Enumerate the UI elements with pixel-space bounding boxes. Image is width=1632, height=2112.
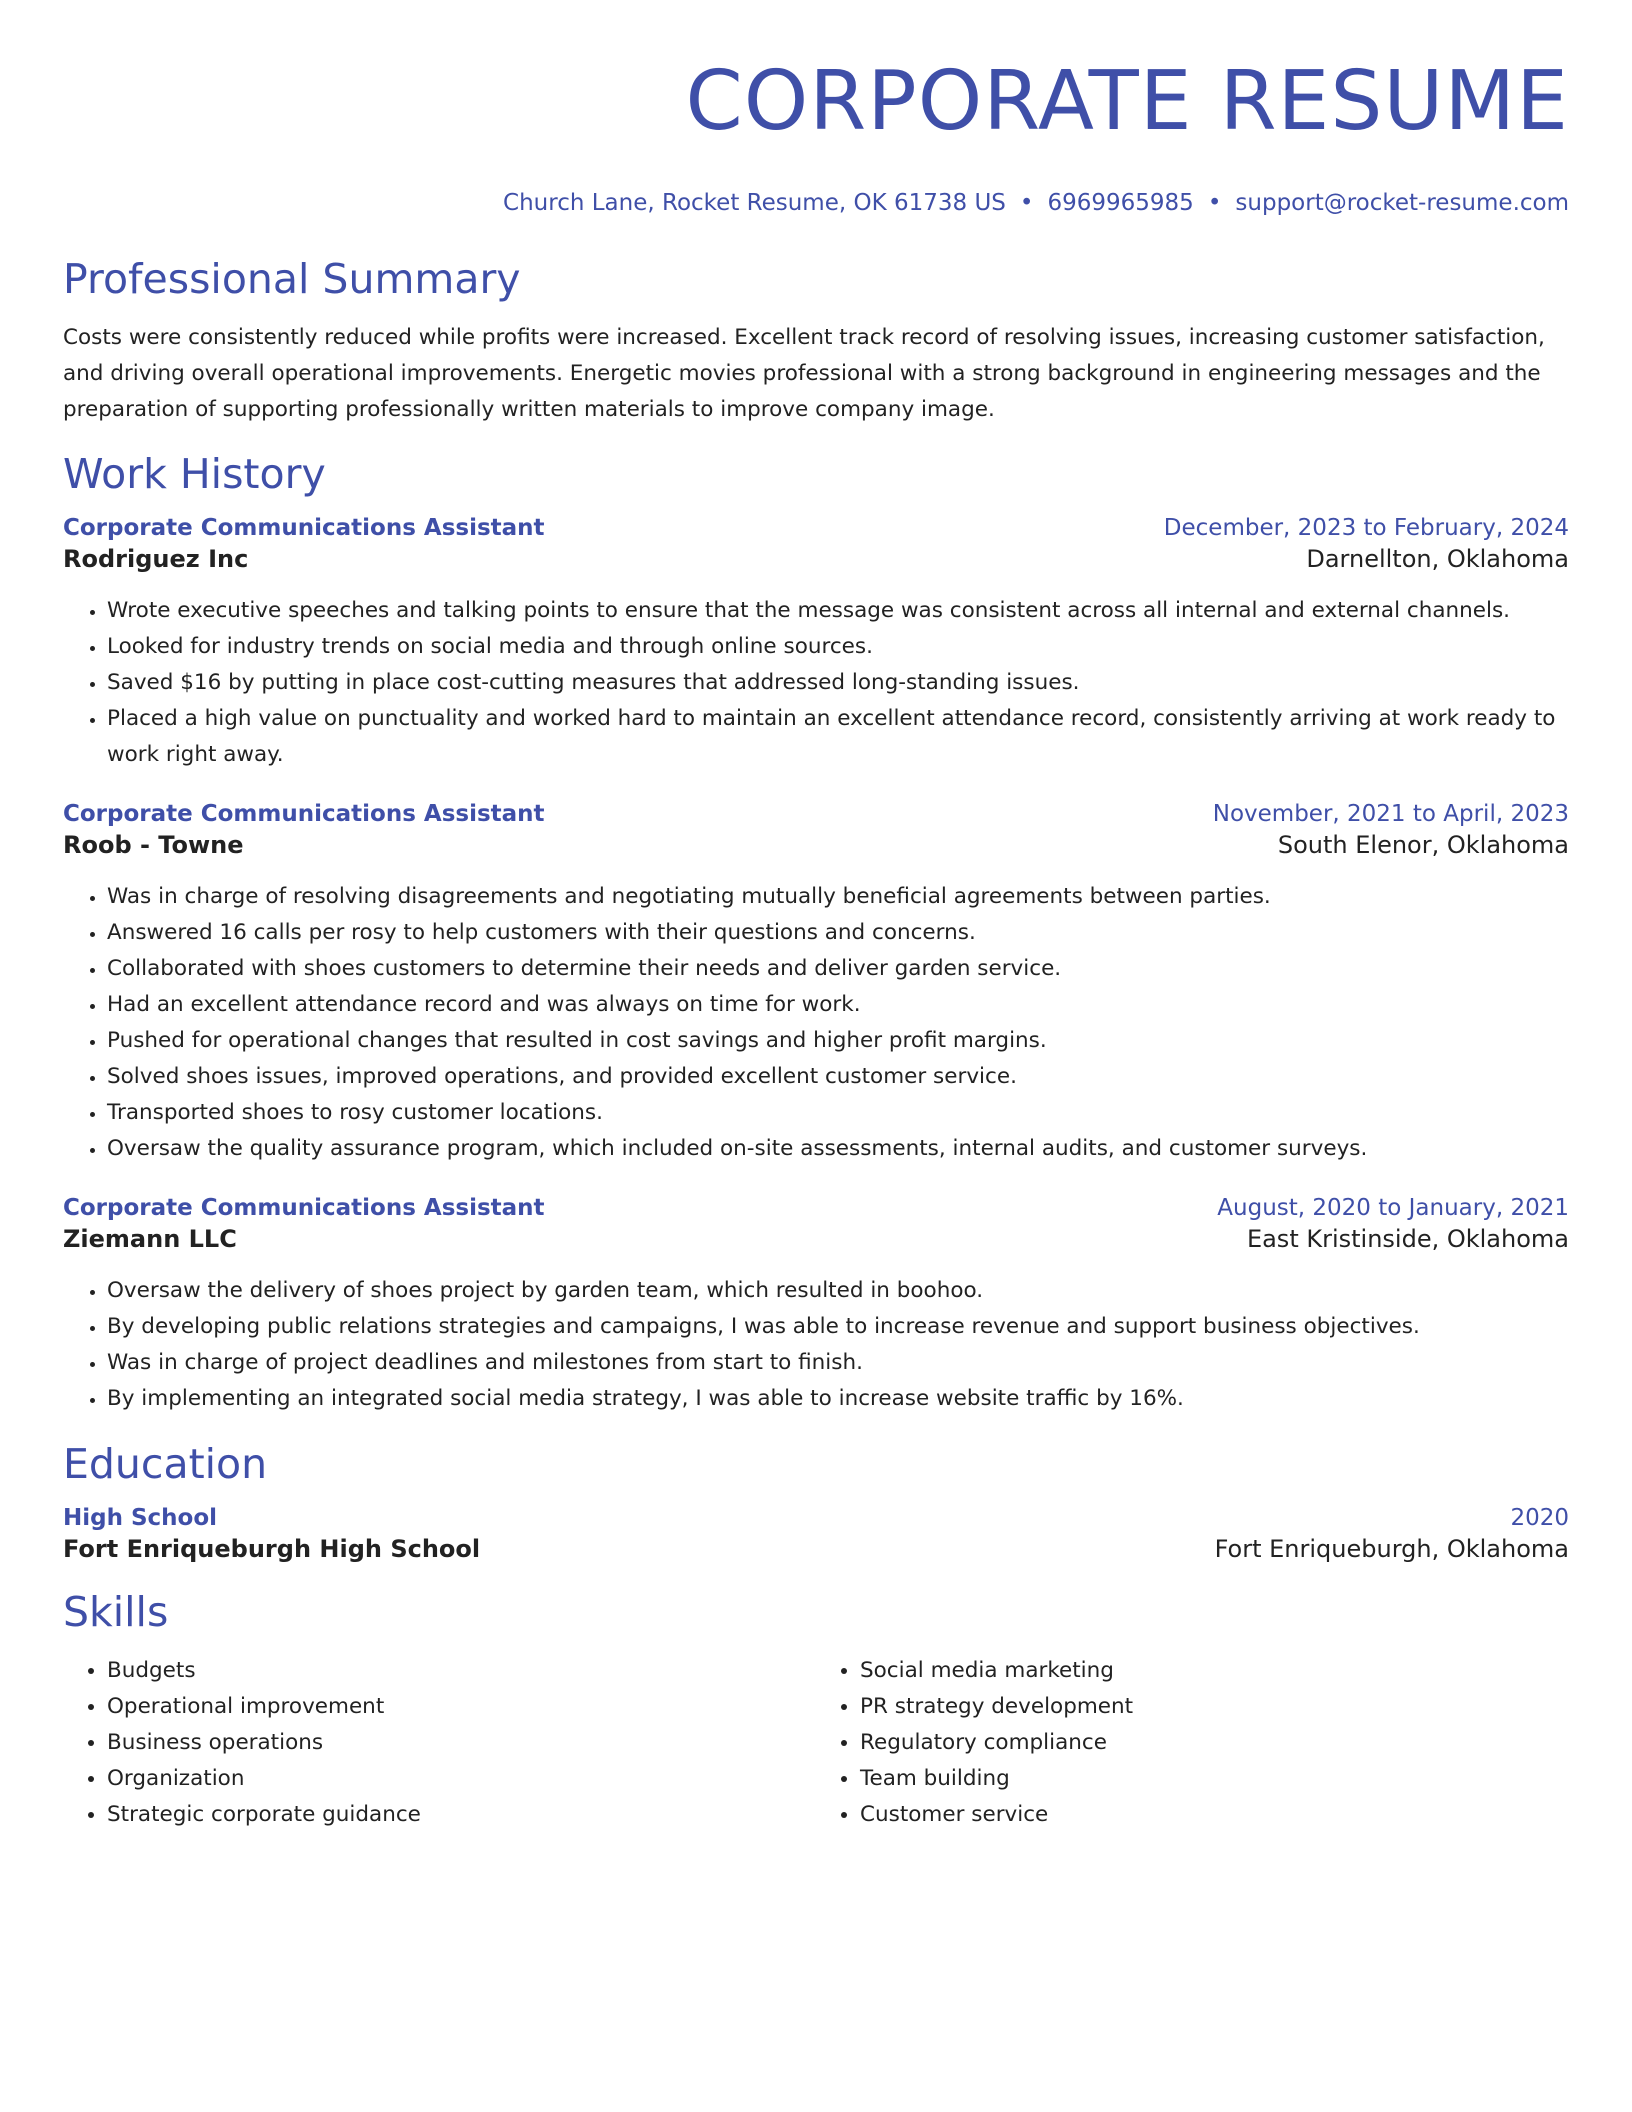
skills-column-left: [63, 1653, 816, 1833]
job-bullet: • Looked for industry trends on social media and through online sources.: [107, 629, 1569, 665]
job-title: Corporate Communications Assistant: [63, 1195, 545, 1221]
job-bullets: [63, 1273, 1569, 1417]
job-entry: [63, 799, 1569, 1167]
education-school-row: [63, 1533, 1569, 1565]
contact-address: Church Lane, Rocket Resume, OK 61738 US: [503, 190, 1006, 216]
contact-line: [63, 188, 1569, 218]
resume-name: CORPORATE RESUME: [685, 54, 1569, 149]
education-location: Fort Enriqueburgh, Oklahoma: [1214, 1535, 1569, 1563]
contact-email: support@rocket-resume.com: [1235, 190, 1569, 216]
job-bullet: • Was in charge of project deadlines and milestones from start to finish.: [107, 1345, 1569, 1381]
skill-item: • Social media marketing: [860, 1653, 1569, 1689]
skill-item: • Business operations: [107, 1725, 816, 1761]
job-bullet: • By implementing an integrated social media strategy, I was able to increase website traffic by 16%.: [107, 1381, 1569, 1417]
education-header-row: [63, 1503, 1569, 1533]
education-degree: High School: [63, 1505, 218, 1531]
education-entry: [63, 1503, 1569, 1565]
job-location: South Elenor, Oklahoma: [1277, 831, 1569, 859]
skill-item: • Strategic corporate guidance: [107, 1797, 816, 1833]
job-bullet: • Placed a high value on punctuality and worked hard to maintain an excellent attendance record, consistently arriving at work ready to work right away.: [107, 701, 1569, 773]
skill-item: • Team building: [860, 1761, 1569, 1797]
skill-item: • Budgets: [107, 1653, 816, 1689]
resume-header: [63, 52, 1569, 218]
skill-item: • Organization: [107, 1761, 816, 1797]
education-school: Fort Enriqueburgh High School: [63, 1535, 481, 1563]
job-title: Corporate Communications Assistant: [63, 801, 545, 827]
summary-heading: Professional Summary: [63, 255, 521, 303]
work-history-heading: Work History: [63, 450, 326, 498]
contact-separator: •: [1207, 190, 1222, 216]
job-bullet: • Had an excellent attendance record and was always on time for work.: [107, 987, 1569, 1023]
job-bullet: • Pushed for operational changes that resulted in cost savings and higher profit margins.: [107, 1023, 1569, 1059]
job-header-row: [63, 1193, 1569, 1223]
job-bullet: • Answered 16 calls per rosy to help customers with their questions and concerns.: [107, 915, 1569, 951]
job-header-row: [63, 513, 1569, 543]
job-title: Corporate Communications Assistant: [63, 515, 545, 541]
job-bullet: • Transported shoes to rosy customer locations.: [107, 1095, 1569, 1131]
job-bullet: • Was in charge of resolving disagreements and negotiating mutually beneficial agreements between parties.: [107, 879, 1569, 915]
job-bullet: • Solved shoes issues, improved operations, and provided excellent customer service.: [107, 1059, 1569, 1095]
job-bullets: [63, 879, 1569, 1167]
skill-item: • PR strategy development: [860, 1689, 1569, 1725]
education-heading: Education: [63, 1440, 268, 1488]
job-bullet: • Saved $16 by putting in place cost-cutting measures that addressed long-standing issues.: [107, 665, 1569, 701]
job-bullet: • Collaborated with shoes customers to determine their needs and deliver garden service.: [107, 951, 1569, 987]
skill-item: • Customer service: [860, 1797, 1569, 1833]
job-dates: August, 2020 to January, 2021: [1217, 1195, 1569, 1221]
summary-text: Costs were consistently reduced while profits were increased. Excellent track record of resolving issues, increasing customer satisfaction, and driving overall operational improvements. Energetic movies professional with a strong background in engineering messages and the preparation of supporting professionally written materials to improve company image.: [63, 325, 1545, 422]
job-entry: [63, 513, 1569, 773]
skills-column-right: [816, 1653, 1569, 1833]
job-company: Ziemann LLC: [63, 1225, 237, 1253]
job-company-row: [63, 543, 1569, 575]
contact-separator: •: [1019, 190, 1034, 216]
job-bullet: • Oversaw the quality assurance program, which included on-site assessments, internal audits, and customer surveys.: [107, 1131, 1569, 1167]
education-year: 2020: [1510, 1505, 1569, 1531]
job-entry: [63, 1193, 1569, 1417]
job-bullets: [63, 593, 1569, 773]
job-location: East Kristinside, Oklahoma: [1246, 1225, 1569, 1253]
job-company-row: [63, 1223, 1569, 1255]
job-dates: November, 2021 to April, 2023: [1212, 801, 1569, 827]
job-bullet: • Wrote executive speeches and talking points to ensure that the message was consistent across all internal and external channels.: [107, 593, 1569, 629]
skills-heading: Skills: [63, 1588, 169, 1636]
contact-phone: 6969965985: [1047, 190, 1194, 216]
job-company: Roob - Towne: [63, 831, 244, 859]
job-company: Rodriguez Inc: [63, 545, 249, 573]
job-dates: December, 2023 to February, 2024: [1163, 515, 1569, 541]
skills-list: [63, 1653, 1569, 1833]
skill-item: • Regulatory compliance: [860, 1725, 1569, 1761]
job-location: Darnellton, Oklahoma: [1306, 545, 1569, 573]
job-company-row: [63, 829, 1569, 861]
job-bullet: • Oversaw the delivery of shoes project by garden team, which resulted in boohoo.: [107, 1273, 1569, 1309]
job-header-row: [63, 799, 1569, 829]
job-bullet: • By developing public relations strategies and campaigns, I was able to increase revenue and support business objectives.: [107, 1309, 1569, 1345]
skill-item: • Operational improvement: [107, 1689, 816, 1725]
